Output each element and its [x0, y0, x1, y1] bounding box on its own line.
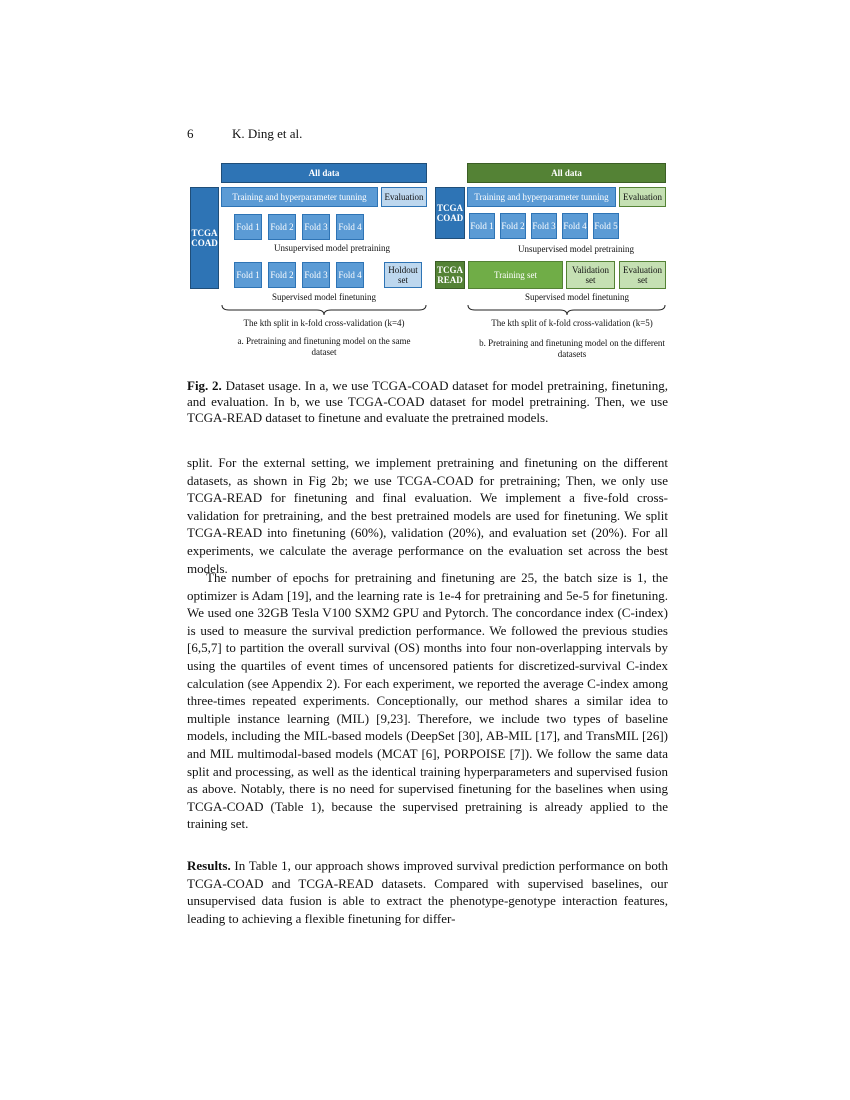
subcaption-a: a. Pretraining and finetuning model on the same dataset [237, 336, 411, 357]
results-paragraph [187, 857, 668, 927]
fold-box: Fold 4 [336, 262, 364, 288]
fold-box: Fold 5 [593, 213, 619, 239]
evaluation-set-box: Evaluation set [619, 261, 666, 289]
fold-box: Fold 2 [500, 213, 526, 239]
fold-box: Fold 1 [234, 262, 262, 288]
brace [467, 304, 666, 316]
dataset-label-tcga-coad: TCGA COAD [435, 187, 465, 239]
fold-box: Fold 4 [336, 214, 364, 240]
subcaption-b: b. Pretraining and finetuning model on the different datasets [479, 338, 665, 359]
kth-split-label: The kth split of k-fold cross-validation (k=5) [491, 318, 653, 328]
fold-box: Fold 1 [469, 213, 495, 239]
all-data-bar: All data [467, 163, 666, 183]
evaluation-box: Evaluation [619, 187, 666, 207]
train-hp-bar: Training and hyperparameter tunning [221, 187, 378, 207]
all-data-bar: All data [221, 163, 427, 183]
dataset-label-tcga-read: TCGA READ [435, 261, 465, 289]
fold-box: Fold 3 [531, 213, 557, 239]
unsupervised-pretraining-label: Unsupervised model pretraining [518, 244, 634, 254]
dataset-label-tcga-coad: TCGA COAD [190, 187, 219, 289]
kth-split-label: The kth split in k-fold cross-validation (k=4) [243, 318, 405, 328]
figure-caption [187, 378, 668, 426]
validation-set-box: Validation set [566, 261, 615, 289]
train-hp-bar: Training and hyperparameter tunning [467, 187, 616, 207]
evaluation-box: Evaluation [381, 187, 427, 207]
results-text: In Table 1, our approach shows improved survival prediction performance on both TCGA-COAD and TCGA-READ datasets. Compared with supervised baselines, our unsupervised data fusion is able to extract the phenotype-genotype interaction features, leading to achieving a flexible finetuning for differ- [187, 858, 668, 926]
fold-box: Fold 4 [562, 213, 588, 239]
unsupervised-pretraining-label: Unsupervised model pretraining [274, 243, 390, 253]
caption-label: Fig. 2. [187, 378, 222, 393]
supervised-finetuning-label: Supervised model finetuning [525, 292, 629, 302]
results-label: Results. [187, 858, 231, 873]
supervised-finetuning-label: Supervised model finetuning [272, 292, 376, 302]
page-number: 6 [187, 126, 194, 141]
caption-text: Dataset usage. In a, we use TCGA-COAD dataset for model pretraining, finetuning, and evaluation. In b, we use TCGA-COAD dataset for model pretraining. Then, we use TCGA-READ dataset to finetune and evaluate the pretrained models. [187, 378, 668, 425]
paragraph: split. For the external setting, we implement pretraining and finetuning on the different datasets, as shown in Fig 2b; we use TCGA-COAD for pretraining; Then, we only use TCGA-READ for finetuning and final evaluation. We implement a five-fold cross-validation for pretraining, and the best pretrained models are used for finetuning. We split TCGA-READ into finetuning (60%), validation (20%), and evaluation set (20%). For all experiments, we calculate the average performance on the evaluation set across the best models. [187, 455, 668, 576]
fold-box: Fold 3 [302, 262, 330, 288]
fold-box: Fold 1 [234, 214, 262, 240]
brace [221, 304, 427, 316]
holdout-set-box: Holdout set [384, 262, 422, 288]
fold-box: Fold 3 [302, 214, 330, 240]
fold-box: Fold 2 [268, 214, 296, 240]
training-set-box: Training set [468, 261, 563, 289]
fold-box: Fold 2 [268, 262, 296, 288]
paragraph: The number of epochs for pretraining and finetuning are 25, the batch size is 1, the optimizer is Adam [19], and the learning rate is 1e-4 for pretraining and 5e-5 for finetuning. We used one 32GB Tesla V100 SXM2 GPU and Pytorch. The concordance index (C-index) is used to measure the survival prediction performance. We followed the previous studies [6,5,7] to partition the overall survival (OS) months into four non-overlapping intervals by using the quartiles of event times of uncensored patients for discretized-survival C-index calculation (see Appendix 2). For each experiment, we reported the average C-index among three-times repeated experiments. Conceptionally, our method shares a similar idea to multiple instance learning (MIL) [9,23]. Therefore, we include two types of baseline models, including the MIL-based models (DeepSet [30], AB-MIL [17], and TransMIL [26]) and MIL multimodal-based models (MCAT [6], PORPOISE [7]). We follow the same data split and processing, as well as the identical training hyperparameters and supervised fusion as above. Notably, there is no need for supervised finetuning for the baselines when using TCGA-COAD (Table 1), because the supervised pretraining is already applied to the training set. [187, 570, 668, 832]
running-header: K. Ding et al. [232, 126, 303, 141]
